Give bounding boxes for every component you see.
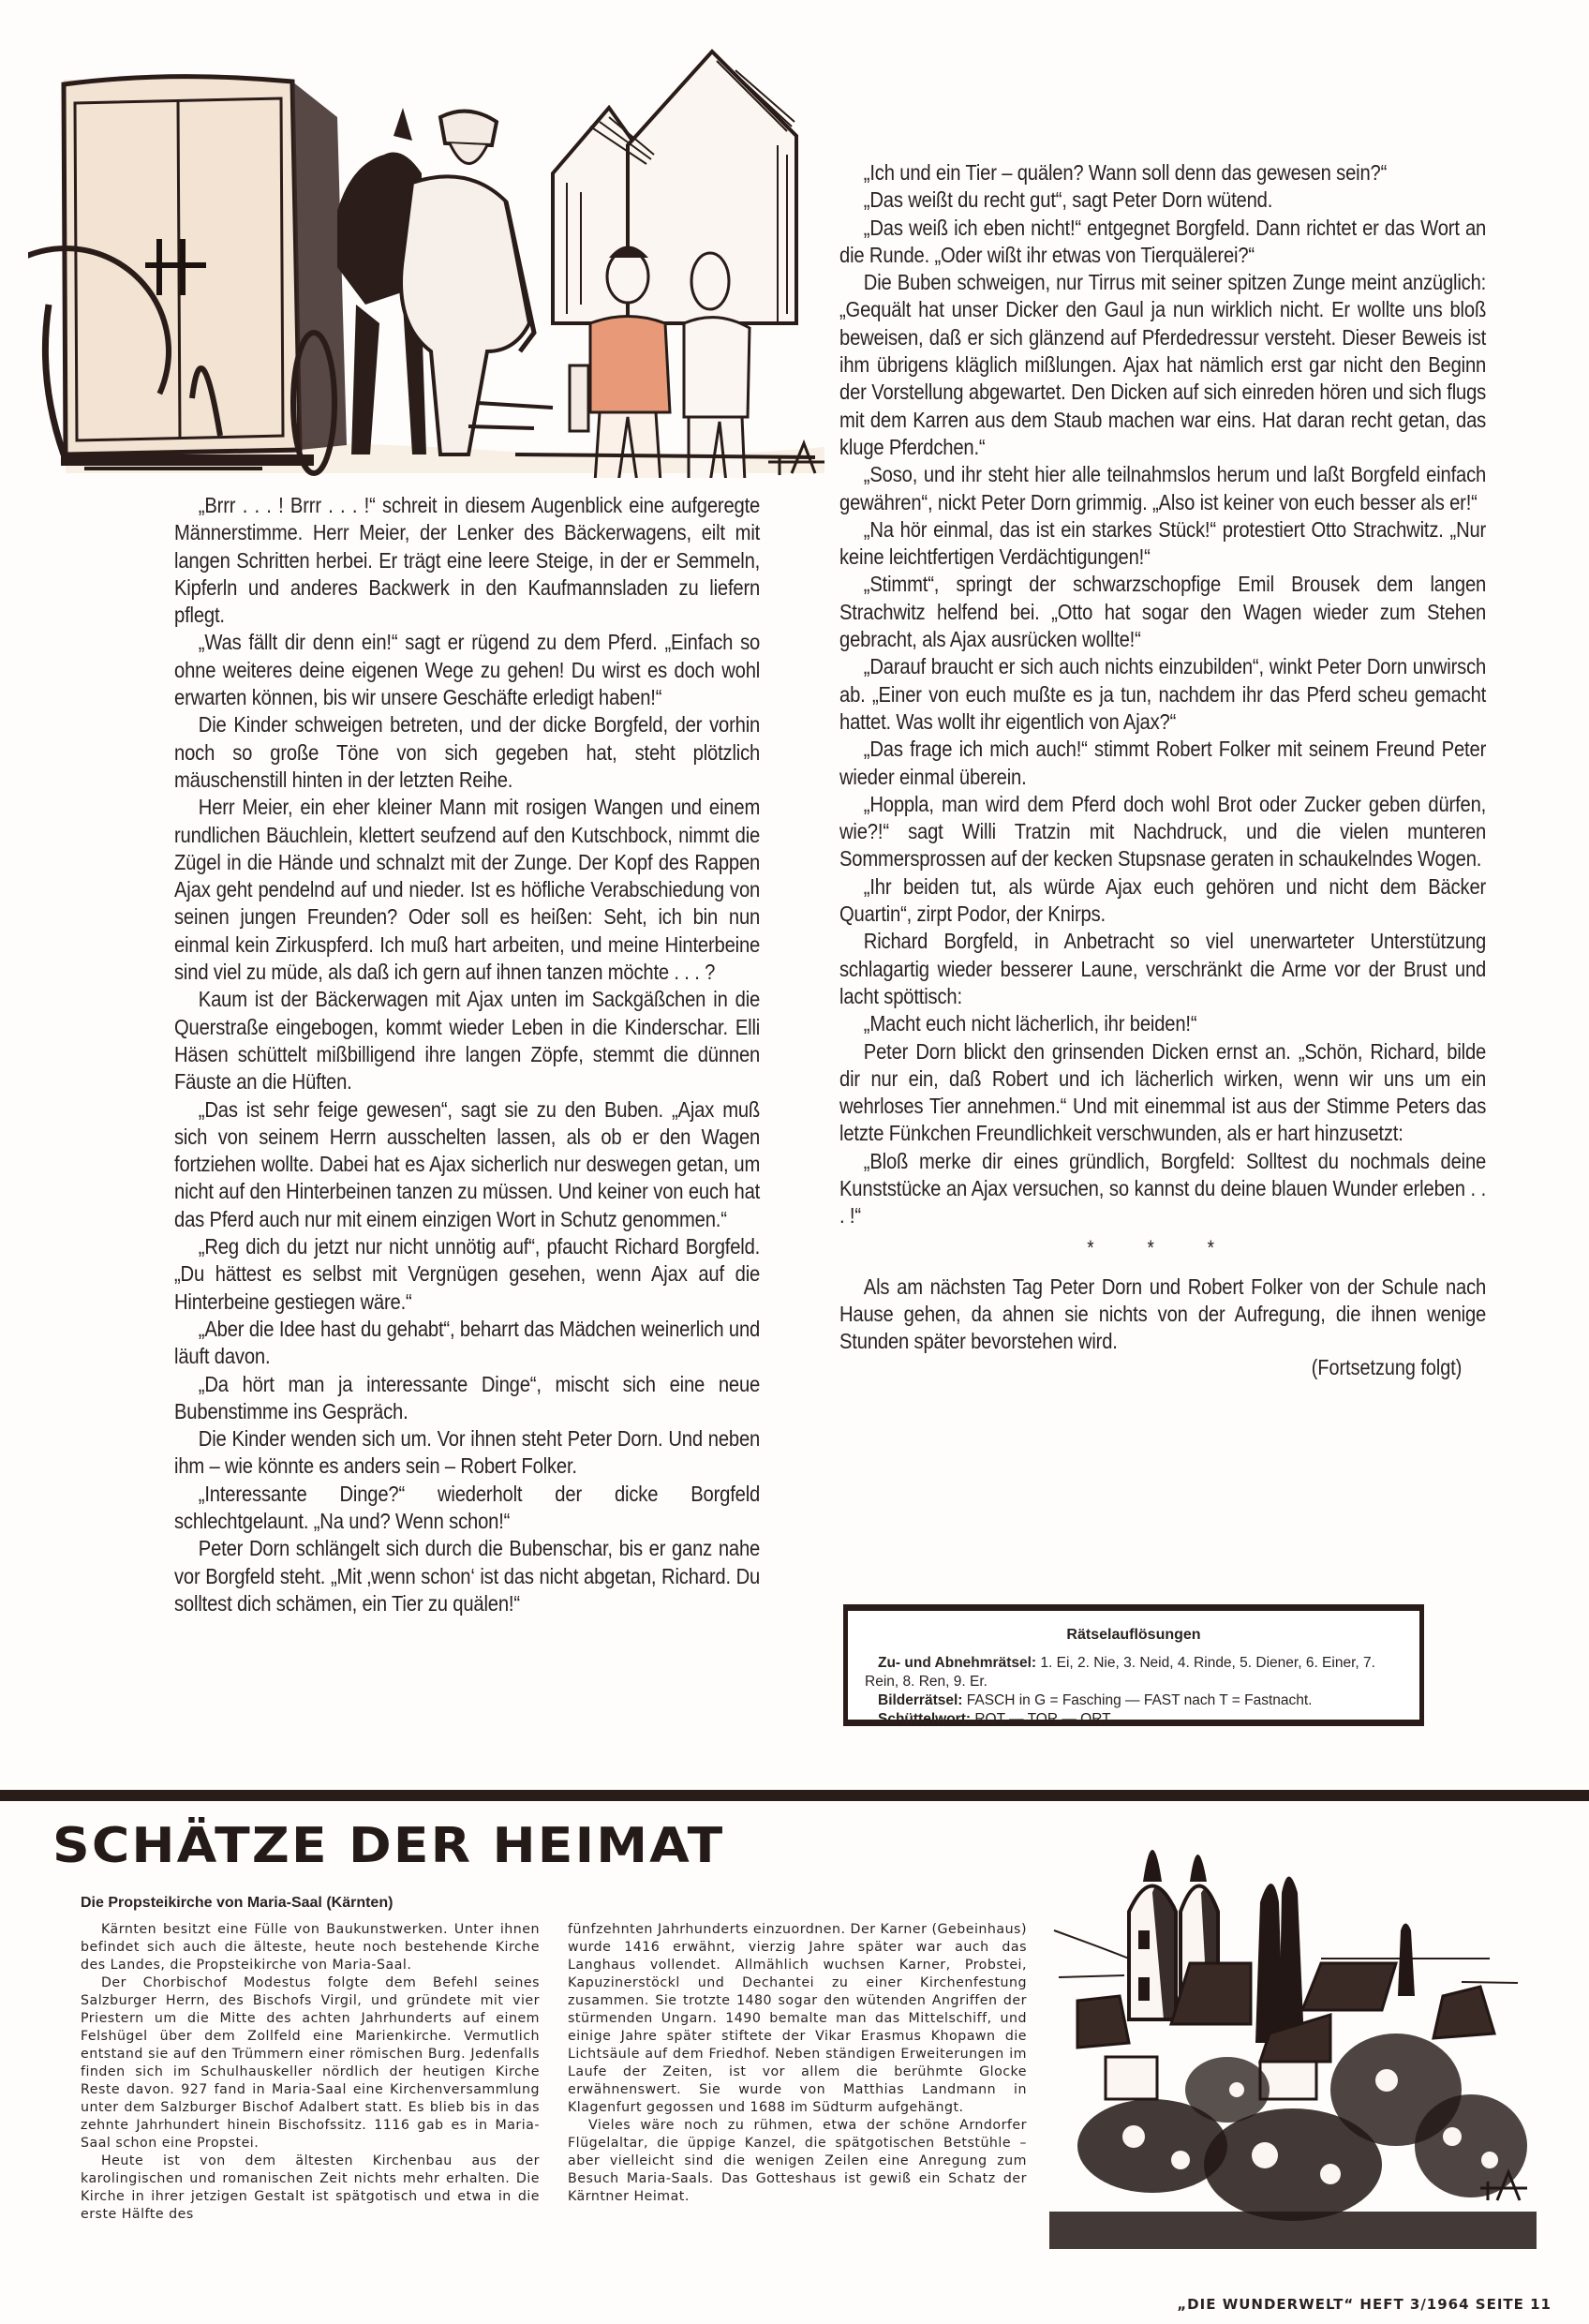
story-paragraph: Richard Borgfeld, in Anbetracht so viel unerwarteter Unterstützung schlagartig wieder besserer Laune, verschränkt die Arme vor der Brust und lacht spöttisch:: [839, 929, 1487, 1008]
story-paragraph: Peter Dorn schlängelt sich durch die Bubenschar, bis er ganz nahe vor Borgfeld steht. „Mit ‚wenn schon‘ ist das nicht abgetan, Richard. Du solltest dich schämen, ein Tier zu quälen!“: [174, 1536, 761, 1616]
story-paragraph: „Das frage ich mich auch!“ stimmt Robert Folker mit seinem Freund Peter wieder einmal überein.: [839, 737, 1487, 789]
story-paragraph: „Aber die Idee hast du gehabt“, beharrt das Mädchen weinerlich und läuft davon.: [174, 1316, 761, 1369]
story-column-right: [839, 159, 1486, 1380]
puzzle-solution-item: [865, 1691, 1403, 1710]
story-column-left: [174, 492, 760, 1617]
puzzle-answer: FASCH in G = Fasching — FAST nach T = Fastnacht.: [962, 1692, 1313, 1708]
story-paragraph: „Was fällt dir denn ein!“ sagt er rügend zu dem Pferd. „Einfach so ohne weiteres deine eigenen Wege zu gehen! Du wirst es doch wohl erwarten können, bis wir unsere Geschäfte erledigt haben!“: [174, 630, 761, 710]
section-separator: * * *: [1087, 1235, 1239, 1259]
story-paragraph: Die Buben schweigen, nur Tirrus mit seiner spitzen Zunge meint anzüglich: „Gequält hat unser Dicker den Gaul ja nun wirklich nicht. Er wollte uns bloß beweisen, daß er sich glänzend auf Pferdedressur versteht. Dieser Beweis ist ihm übrigens kläglich mißlungen. Ajax hat nämlich erst gar nicht den Beginn der Vorstellung abgewartet. Den Dicken auf sich einreden hören und sich flugs mit dem Karren aus dem Staub machen war eins. Hat daran recht getan, das kluge Pferdchen.“: [839, 270, 1487, 459]
feature-headline: SCHÄTZE DER HEIMAT: [52, 1818, 725, 1874]
puzzle-label: Zu- und Abnehmrätsel:: [878, 1655, 1037, 1671]
puzzle-solutions-title: Rätselauflösungen: [1066, 1627, 1201, 1643]
story-paragraph: „Darauf braucht er sich auch nichts einzubilden“, winkt Peter Dorn unwirsch ab. „Einer von euch mußte es ja tun, nachdem ihr das Pferd scheu gemacht hattet. Was wollt ihr eigentlich von Ajax?“: [839, 654, 1487, 734]
story-paragraph: „Hoppla, man wird dem Pferd doch wohl Brot oder Zucker geben dürfen, wie?!“ sagt Willi Tratzin mit Nachdruck, und die vielen munteren Sommersprossen auf der kecken Stupsnase geraten in schaukelndes Wogen.: [839, 791, 1487, 872]
story-paragraph: „Interessante Dinge?“ wiederholt der dicke Borgfeld schlechtgelaunt. „Na und? Wenn schon!“: [174, 1481, 761, 1533]
feature-paragraph: fünfzehnten Jahrhunderts einzuordnen. Der Karner (Gebeinhaus) wurde 1416 erwähnt, vierzig Jahre später war auch das Langhaus vollendet. Allmählich wuchsen Karner, Probstei, Kapuzinerstöckl und Dechantei zu einer Kirchenfestung zusammen. Sie trotzte 1480 sogar den wütenden Angriffen der stürmenden Ungarn. 1490 bemalte man das Mittelschiff, und einige Jahre später stiftete der Vikar Erasmus Khopawn die Lichtsäule auf dem Friedhof. Neben ständigen Erweiterungen im Laufe der Zeiten, ist vor allem die berühmte Glocke erwähnenswert. Sie wurde von Matthias Landmann in Klagenfurt gegossen und 1688 im Südturm aufgehängt.: [568, 1922, 1027, 2115]
story-paragraph: „Das weißt du recht gut“, sagt Peter Dorn wütend.: [863, 187, 1273, 213]
section-divider: [0, 1790, 1589, 1801]
story-paragraph: „Reg dich du jetzt nur nicht unnötig auf“, pfaucht Richard Borgfeld. „Du hättest es selbst mit Vergnügen gesehen, wenn Ajax auf die Hinterbeine gestiegen wäre.“: [174, 1234, 761, 1314]
feature-column-2: [568, 1921, 1027, 2206]
feature-paragraph: Heute ist von dem ältesten Kirchenbau aus der karolingischen und romanischen Zeit nichts mehr erhalten. Die Kirche in ihrer jetzigen Gestalt ist spätgotisch und etwa in die erste Hälfte des: [81, 2153, 540, 2222]
story-paragraph: Die Kinder schweigen betreten, und der dicke Borgfeld, der vorhin noch so große Töne von sich gegeben hat, steht plötzlich mäuschenstill hinten in der letzten Reihe.: [174, 712, 761, 792]
story-epilogue: Als am nächsten Tag Peter Dorn und Robert Folker von der Schule nach Hause gehen, da ahnen sie nichts von der Aufregung, die ihnen wenige Stunden später bevorstehen wird.: [839, 1274, 1487, 1354]
feature-subheadline: Die Propsteikirche von Maria-Saal (Kärnten): [81, 1895, 394, 1911]
puzzle-solutions-box: [843, 1604, 1424, 1726]
feature-paragraph: Vieles wäre noch zu rühmen, etwa der schöne Arndorfer Flügelaltar, die üppige Kanzel, die spätgotischen Betstühle – aber vielleicht sind die wenigen Zeilen eine Anregung zum Besuch Maria-Saals. Das Gotteshaus ist gewiß ein Schatz der Kärntner Heimat.: [568, 2118, 1027, 2204]
story-paragraph: „Macht euch nicht lächerlich, ihr beiden!“: [863, 1011, 1197, 1036]
puzzle-solution-item: [865, 1654, 1403, 1691]
bakery-wagon-illustration: [28, 42, 834, 478]
feature-paragraph: Der Chorbischof Modestus folgte dem Befehl seines Salzburger Herrn, des Bischofs Virgil, und gründete mit vier Priestern um die Mitte des achten Jahrhunderts auf einem Felshügel über dem Zollfeld eine Marienkirche. Vermutlich entstand sie auf den Trümmern einer römischen Burg. Jedenfalls finden sich im Schulhauskeller nördlich der heutigen Kirche Reste davon. 927 fand in Maria-Saal eine Kirchenversammlung unter dem Salzburger Bischof Adalbert statt. Es blieb bis in das zehnte Jahrhundert hinein Bischofssitz. 1116 gab es in Maria-Saal schon eine Propstei.: [81, 1975, 540, 2151]
puzzle-solution-item: [865, 1710, 1403, 1729]
feature-column-1: [81, 1921, 540, 2224]
story-paragraph: Peter Dorn blickt den grinsenden Dicken ernst an. „Schön, Richard, bilde dir nur ein, daß Robert und ich lächerlich wirken, wenn wir uns um ein wehrloses Tier annehmen.“ Und mit einemmal ist aus der Stimme Peters das letzte Fünkchen Freundlichkeit verschwunden, als er hart hinzusetzt:: [839, 1038, 1487, 1146]
puzzle-label: Bilderrätsel:: [878, 1692, 963, 1708]
story-paragraph: „Das weiß ich eben nicht!“ entgegnet Borgfeld. Dann richtet er das Wort an die Runde. „Oder wißt ihr etwas von Tierquälerei?“: [839, 215, 1487, 267]
story-paragraph: „Brrr . . . ! Brrr . . . !“ schreit in diesem Augenblick eine aufgeregte Männerstimme. Herr Meier, der Lenker des Bäckerwagens, eilt mit langen Schritten herbei. Er trägt eine leere Steige, in der er Semmeln, Kipferln und anderes Backwerk in den Kaufmannsladen zu liefern pflegt.: [174, 493, 761, 628]
story-paragraph: „Das ist sehr feige gewesen“, sagt sie zu den Buben. „Ajax muß sich von seinem Herrn ausschelten lassen, als ob er den Wagen fortziehen wollte. Dabei hat es Ajax sicherlich nur deswegen getan, um nicht auf den Hinterbeinen tanzen zu müssen. Und keiner von euch hat das Pferd auch nur mit einem einzigen Wort in Schutz genommen.“: [174, 1096, 761, 1231]
story-paragraph: „Bloß merke dir eines gründlich, Borgfeld: Solltest du nochmals deine Kunststücke an Ajax versuchen, so kannst du deine blauen Wunder erleben . . . !“: [839, 1148, 1487, 1229]
story-paragraph: Herr Meier, ein eher kleiner Mann mit rosigen Wangen und einem rundlichen Bäuchlein, klettert seufzend auf den Kutschbock, nimmt die Zügel in die Hände und schnalzt mit der Zunge. Der Kopf des Rappen Ajax geht pendelnd auf und nieder. Ist es höfliche Verabschiedung von seinen jungen Freunden? Oder soll es heißen: Seht, ich bin nun einmal kein Zirkuspferd. Ich muß hart arbeiten, und meine Hinterbeine sind viel zu müde, als daß ich gern auf ihnen tanzen möchte . . . ?: [174, 795, 761, 985]
story-paragraph: „Stimmt“, springt der schwarzschopfige Emil Brousek dem langen Strachwitz helfend bei. „Otto hat sogar den Wagen wieder zum Stehen gebracht, als Ajax ausrücken wollte!“: [839, 572, 1487, 652]
story-paragraph: „Na hör einmal, das ist ein starkes Stück!“ protestiert Otto Strachwitz. „Nur keine leichtfertigen Verdächtigungen!“: [839, 516, 1487, 570]
story-paragraph: „Ich und ein Tier – quälen? Wann soll denn das gewesen sein?“: [863, 160, 1388, 185]
story-paragraph: Kaum ist der Bäckerwagen mit Ajax unten im Sackgäßchen in die Querstraße eingebogen, kommt wieder Leben in die Kinderschar. Elli Häsen schüttelt mißbilligend ihre langen Zöpfe, stemmt die dünnen Fäuste an die Hüften.: [174, 987, 761, 1095]
story-paragraph: „Da hört man ja interessante Dinge“, mischt sich eine neue Bubenstimme ins Gespräch.: [174, 1371, 761, 1423]
story-paragraph: „Soso, und ihr steht hier alle teilnahmslos herum und laßt Borgfeld einfach gewähren“, nickt Peter Dorn grimmig. „Also ist keiner von euch besser als er!“: [839, 462, 1487, 514]
puzzle-answer: ROT — TOR — ORT.: [971, 1711, 1114, 1727]
puzzle-label: Schüttelwort:: [878, 1711, 972, 1727]
puzzle-answer: 1. Ei, 2. Nie, 3. Neid, 4. Rinde, 5. Diener, 6. Einer, 7. Rein, 8. Ren, 9. Er.: [865, 1655, 1375, 1690]
to-be-continued-note: (Fortsetzung folgt): [1311, 1355, 1463, 1380]
page-footer: „DIE WUNDERWELT“ HEFT 3/1964 SEITE 11: [1177, 2296, 1552, 2313]
story-paragraph: Die Kinder wenden sich um. Vor ihnen steht Peter Dorn. Und neben ihm – wie könnte es anders sein – Robert Folker.: [174, 1426, 761, 1479]
feature-paragraph: Kärnten besitzt eine Fülle von Baukunstwerken. Unter ihnen befindet sich auch die älteste, heute noch bestehende Kirche des Landes, die Propsteikirche von Maria-Saal.: [81, 1922, 540, 1973]
story-paragraph: „Ihr beiden tut, als würde Ajax euch gehören und nicht dem Bäcker Quartin“, zirpt Podor, der Knirps.: [839, 873, 1487, 927]
church-illustration: [1049, 1809, 1555, 2258]
